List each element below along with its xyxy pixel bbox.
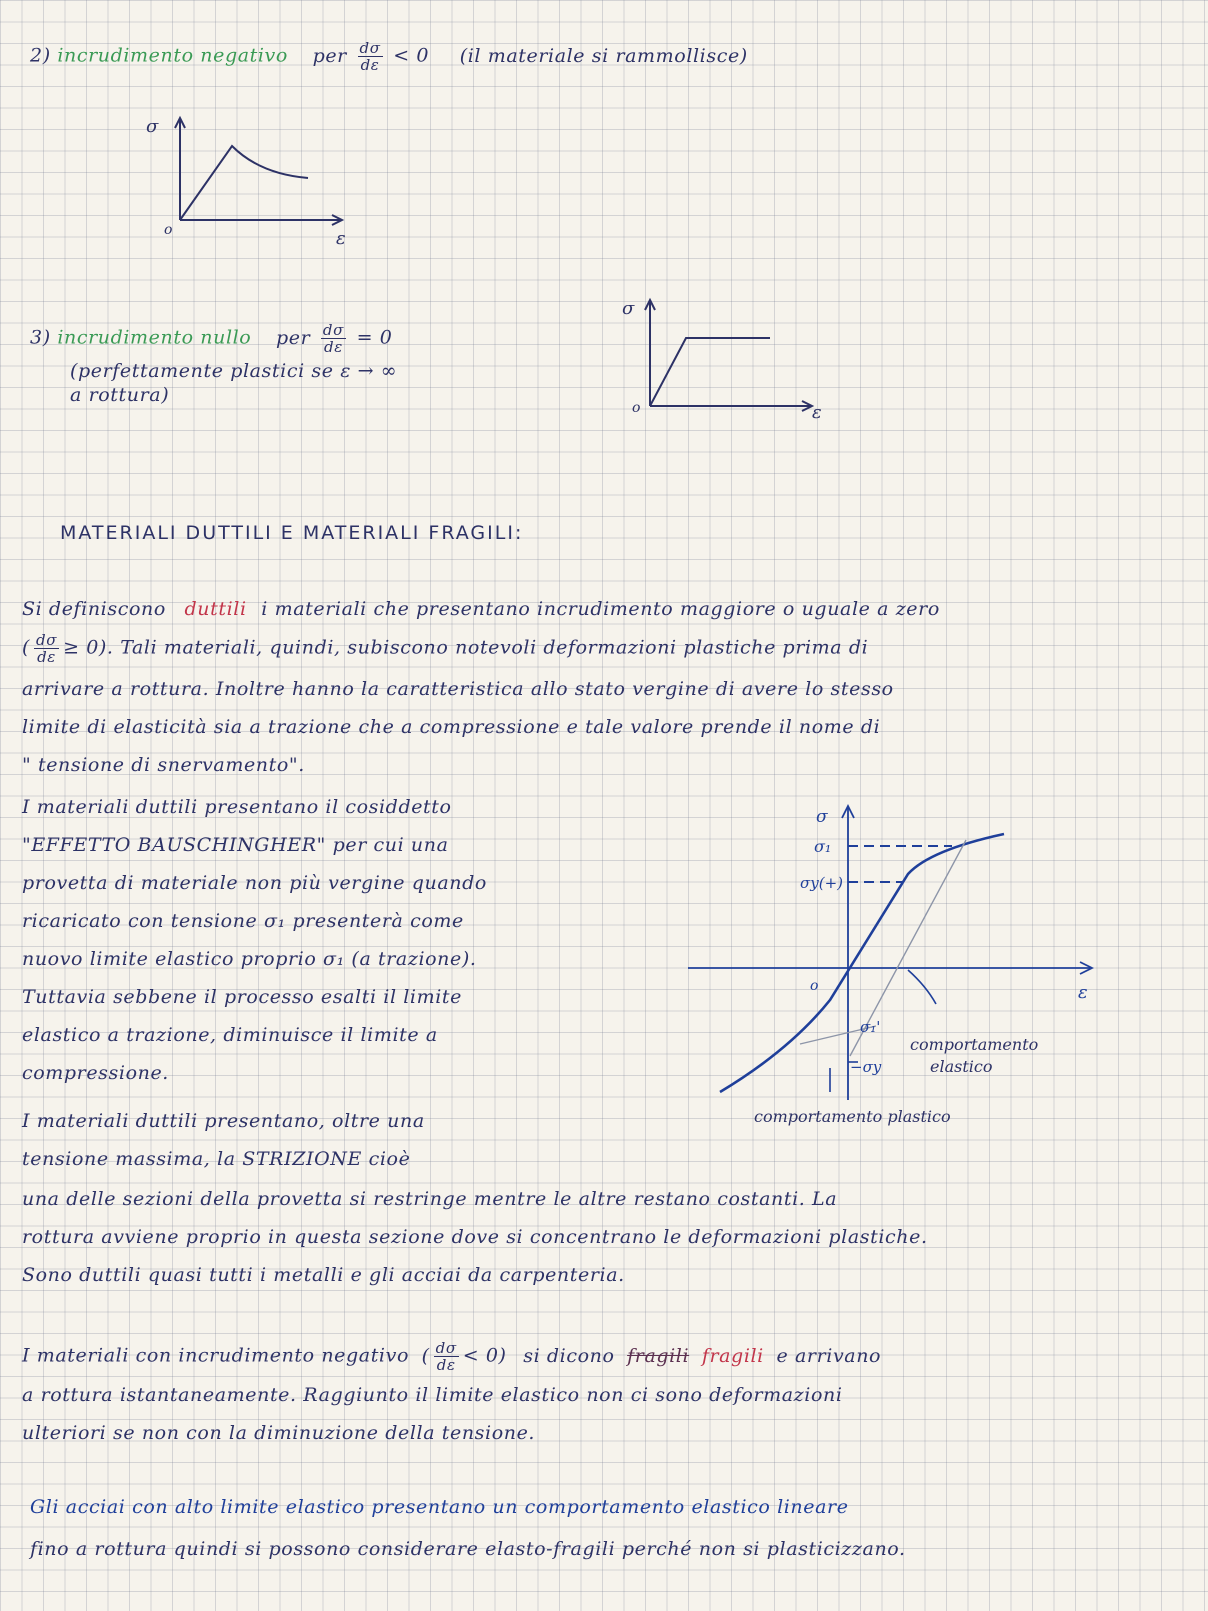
item3-line1 [30,322,392,355]
graph3-ylabel: σ [816,807,828,827]
p5-line: fino a rottura quindi si possono considerare elasto-fragili perché non si plasticizzano. [30,1538,906,1560]
p2-line: elastico a trazione, diminuisce il limite a [22,1024,438,1046]
word-fragili: fragili [701,1344,764,1367]
p1-line4: limite di elasticità sia a trazione che a compressione e tale valore prende il nome di [22,716,881,738]
p2-line: Tuttavia sebbene il processo esalti il limite [22,986,462,1008]
p2-line: provetta di materiale non più vergine quando [22,872,487,894]
p1-line1: Si definiscono duttili i materiali che presentano incrudimento maggiore o uguale a zero [22,598,940,620]
p2-line: compressione. [22,1062,169,1084]
item2-per: per [312,44,347,67]
p4-line1: I materiali con incrudimento negativo ( $\frac{d\sigma}{d\varepsilon}$ < 0) si dicono fragili fragili e arrivano [22,1339,882,1374]
graph3-plastic-label: comportamento plastico [754,1107,951,1126]
p3-line: Sono duttili quasi tutti i metalli e gli acciai da carpenteria. [22,1264,625,1286]
item2-condition: < 0 [393,44,430,67]
p4-line3: ulteriori se non con la diminuzione della tensione. [22,1422,536,1444]
p4-line2: a rottura istantaneamente. Raggiunto il limite elastico non ci sono deformazioni [22,1384,843,1406]
item2-title: incrudimento negativo [57,44,288,67]
item3-fraction: $\frac{d\sigma}{d\varepsilon}$ [322,321,344,356]
graph2-origin: o [632,400,641,416]
graph-bauschinger [680,800,1110,1140]
p1-line2: ( $\frac{d\sigma}{d\varepsilon}$ ≥ 0). Tali materiali, quindi, subiscono notevoli deformazioni plastiche prima di [22,631,869,666]
p5-line: Gli acciai con alto limite elastico presentano un comportamento elastico lineare [30,1496,849,1518]
p2-line: nuovo limite elastico proprio σ₁ (a trazione). [22,948,477,970]
graph3-elastic-label-2: elastico [930,1057,993,1076]
p3-line: una delle sezioni della provetta si restringe mentre le altre restano costanti. La [22,1188,838,1210]
item2-note: (il materiale si rammollisce) [459,44,748,67]
item2-number: 2) [30,44,51,67]
p1-fraction: $\frac{d\sigma}{d\varepsilon}$ [36,631,58,666]
item3-line3: a rottura) [70,384,170,406]
item2-fraction: $\frac{d\sigma}{d\varepsilon}$ [359,39,381,74]
word-duttili: duttili [184,598,247,620]
graph-negative-hardening [140,110,360,250]
graph3-neg-sigmay: −σy [850,1058,882,1076]
p2-line: I materiali duttili presentano il cosiddetto [22,796,452,818]
p3-line: I materiali duttili presentano, oltre una [22,1110,425,1132]
p4-fraction: $\frac{d\sigma}{d\varepsilon}$ [435,1339,457,1374]
graph3-elastic-label-1: comportamento [910,1035,1039,1054]
graph1-ylabel: σ [146,116,159,137]
item3-condition: = 0 [356,326,393,349]
graph-null-hardening [610,290,830,420]
p2-line: ricaricato con tensione σ₁ presenterà come [22,910,464,932]
item3-number: 3) [30,326,51,349]
graph1-xlabel: ε [336,228,346,249]
graph2-ylabel: σ [622,298,635,319]
item3-line2: (perfettamente plastici se ε → ∞ [70,360,398,382]
struck-word: fragili [627,1344,690,1367]
graph1-origin: o [164,222,173,238]
item3-per: per [275,326,311,349]
item3-title: incrudimento nullo [57,326,252,349]
p3-line: tensione massima, la STRIZIONE cioè [22,1148,411,1170]
p1-line3: arrivare a rottura. Inoltre hanno la caratteristica allo stato vergine di avere lo stesso [22,678,894,700]
p3-line: rottura avviene proprio in questa sezione dove si concentrano le deformazioni plastiche. [22,1226,928,1248]
graph3-sigma1p: σ₁' [860,1018,881,1036]
graph3-origin: o [810,978,819,994]
p1-line5: " tensione di snervamento". [22,754,305,776]
graph3-xlabel: ε [1078,982,1088,1003]
item2-line [30,40,748,73]
p2-line: "EFFETTO BAUSCHINGHER" per cui una [22,834,449,856]
graph2-xlabel: ε [812,402,822,420]
section-title: MATERIALI DUTTILI E MATERIALI FRAGILI: [60,522,524,544]
graph3-sigma1: σ₁ [814,837,832,856]
graph3-sigmay: σy(+) [800,874,843,892]
